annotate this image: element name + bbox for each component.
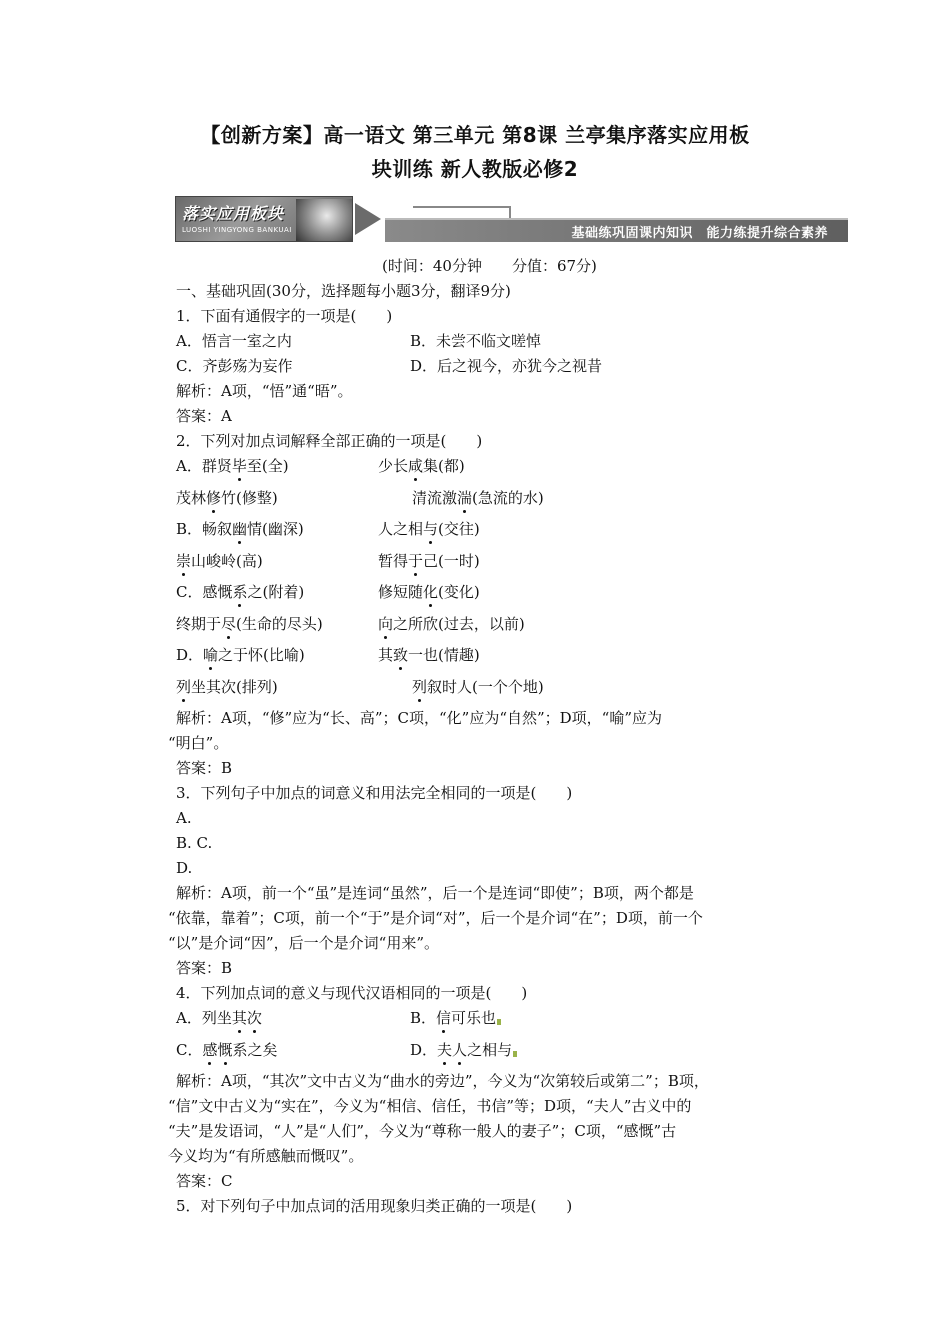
q2-item: 列叙时人(一个个地) bbox=[412, 678, 544, 696]
q3-option-bc: B. C. bbox=[176, 834, 213, 852]
title-line-2: 块训练 新人教版必修2 bbox=[371, 157, 579, 181]
q2-item: 修短随化(变化) bbox=[378, 583, 480, 601]
q1-option-c: C．齐彭殇为妄作 bbox=[176, 357, 293, 375]
q2-answer: 答案：B bbox=[176, 759, 233, 777]
document-title bbox=[120, 118, 830, 186]
q2-item: C．感慨系之(附着) bbox=[176, 583, 305, 601]
q4-stem: 4．下列加点词的意义与现代汉语相同的一项是( ) bbox=[176, 984, 528, 1002]
banner-photo bbox=[296, 199, 352, 241]
q2-item: 列坐其次(排列) bbox=[176, 678, 278, 696]
q2-item: 清流激湍(急流的水) bbox=[412, 489, 544, 507]
q3-analysis: 解析：A项，前一个“虽”是连词“虽然”，后一个是连词“即使”；B项，两个都是 bbox=[176, 884, 694, 902]
q3-analysis-cont: “以”是介词“因”，后一个是介词“用来”。 bbox=[168, 934, 440, 952]
q4-answer: 答案：C bbox=[176, 1172, 233, 1190]
q1-option-d: D．后之视今，亦犹今之视昔 bbox=[410, 357, 603, 375]
q1-analysis: 解析：A项，“悟”通“晤”。 bbox=[176, 382, 353, 400]
q2-item: A．群贤毕至(全) bbox=[176, 457, 289, 475]
q4-analysis-cont: “信”文中古义为“实在”，今义为“相信、信任，书信”等；D项，“夫人”古义中的 bbox=[168, 1097, 692, 1115]
banner-logo bbox=[175, 196, 353, 242]
q2-item: 其致一也(情趣) bbox=[378, 646, 480, 664]
q2-analysis: 解析：A项，“修”应为“长、高”；C项，“化”应为“自然”；D项，“喻”应为 bbox=[176, 709, 663, 727]
q2-item: 人之相与(交往) bbox=[378, 520, 480, 538]
q2-item: 向之所欣(过去，以前) bbox=[378, 615, 525, 633]
banner-logo-text: 落实应用板块 bbox=[182, 204, 285, 223]
title-line-1: 【创新方案】高一语文 第三单元 第8课 兰亭集序落实应用板 bbox=[200, 123, 750, 147]
q4-option-a: A．列坐其次 bbox=[176, 1009, 262, 1027]
q1-option-b: B．未尝不临文嗟悼 bbox=[410, 332, 542, 350]
q3-option-d: D. bbox=[176, 859, 193, 877]
section-banner bbox=[175, 196, 848, 242]
highlight-mark bbox=[513, 1051, 517, 1057]
section-heading: 一、基础巩固(30分，选择题每小题3分，翻译9分) bbox=[176, 282, 511, 300]
q3-option-a: A. bbox=[176, 809, 192, 827]
q1-stem: 1．下面有通假字的一项是( ) bbox=[176, 307, 393, 325]
banner-logo-pinyin: LUOSHI YINGYONG BANKUAI bbox=[182, 226, 292, 234]
q3-analysis-cont: “依靠，靠着”；C项，前一个“于”是介词“对”，后一个是介词“在”；D项，前一个 bbox=[168, 909, 703, 927]
q2-item: B．畅叙幽情(幽深) bbox=[176, 520, 304, 538]
q2-stem: 2．下列对加点词解释全部正确的一项是( ) bbox=[176, 432, 483, 450]
q3-answer: 答案：B bbox=[176, 959, 233, 977]
q4-analysis-cont: 今义均为“有所感触而慨叹”。 bbox=[168, 1147, 364, 1165]
q2-item: 少长咸集(都) bbox=[378, 457, 465, 475]
q2-item: 暂得于己(一时) bbox=[378, 552, 480, 570]
exam-meta: (时间：40分钟 分值：67分) bbox=[382, 257, 597, 275]
q4-option-d: D．夫人之相与 bbox=[410, 1039, 517, 1061]
banner-bar bbox=[385, 218, 848, 242]
q4-option-c: C．感慨系之矣 bbox=[176, 1041, 278, 1059]
q2-item: D．喻之于怀(比喻) bbox=[176, 646, 305, 664]
q2-item: 茂林修竹(修整) bbox=[176, 489, 278, 507]
q2-analysis-cont: “明白”。 bbox=[168, 734, 229, 752]
play-arrow-icon bbox=[355, 203, 381, 235]
q4-analysis-cont: “夫”是发语词，“人”是“人们”，今义为“尊称一般人的妻子”；C项，“感慨”古 bbox=[168, 1122, 677, 1140]
q1-option-a: A．悟言一室之内 bbox=[176, 332, 292, 350]
banner-slogan: 基础练巩固课内知识 能力练提升综合素养 bbox=[571, 226, 828, 241]
q2-item: 终期于尽(生命的尽头) bbox=[176, 615, 323, 633]
q5-stem: 5．对下列句子中加点词的活用现象归类正确的一项是( ) bbox=[176, 1197, 573, 1215]
q4-option-b: B．信可乐也 bbox=[410, 1007, 501, 1029]
highlight-mark bbox=[497, 1019, 501, 1025]
q3-stem: 3．下列句子中加点的词意义和用法完全相同的一项是( ) bbox=[176, 784, 573, 802]
q2-item: 崇山峻岭(高) bbox=[176, 552, 263, 570]
q4-analysis: 解析：A项，“其次”文中古义为“曲水的旁边”，今义为“次第较后或第二”；B项， bbox=[176, 1072, 709, 1090]
q1-answer: 答案：A bbox=[176, 407, 232, 425]
